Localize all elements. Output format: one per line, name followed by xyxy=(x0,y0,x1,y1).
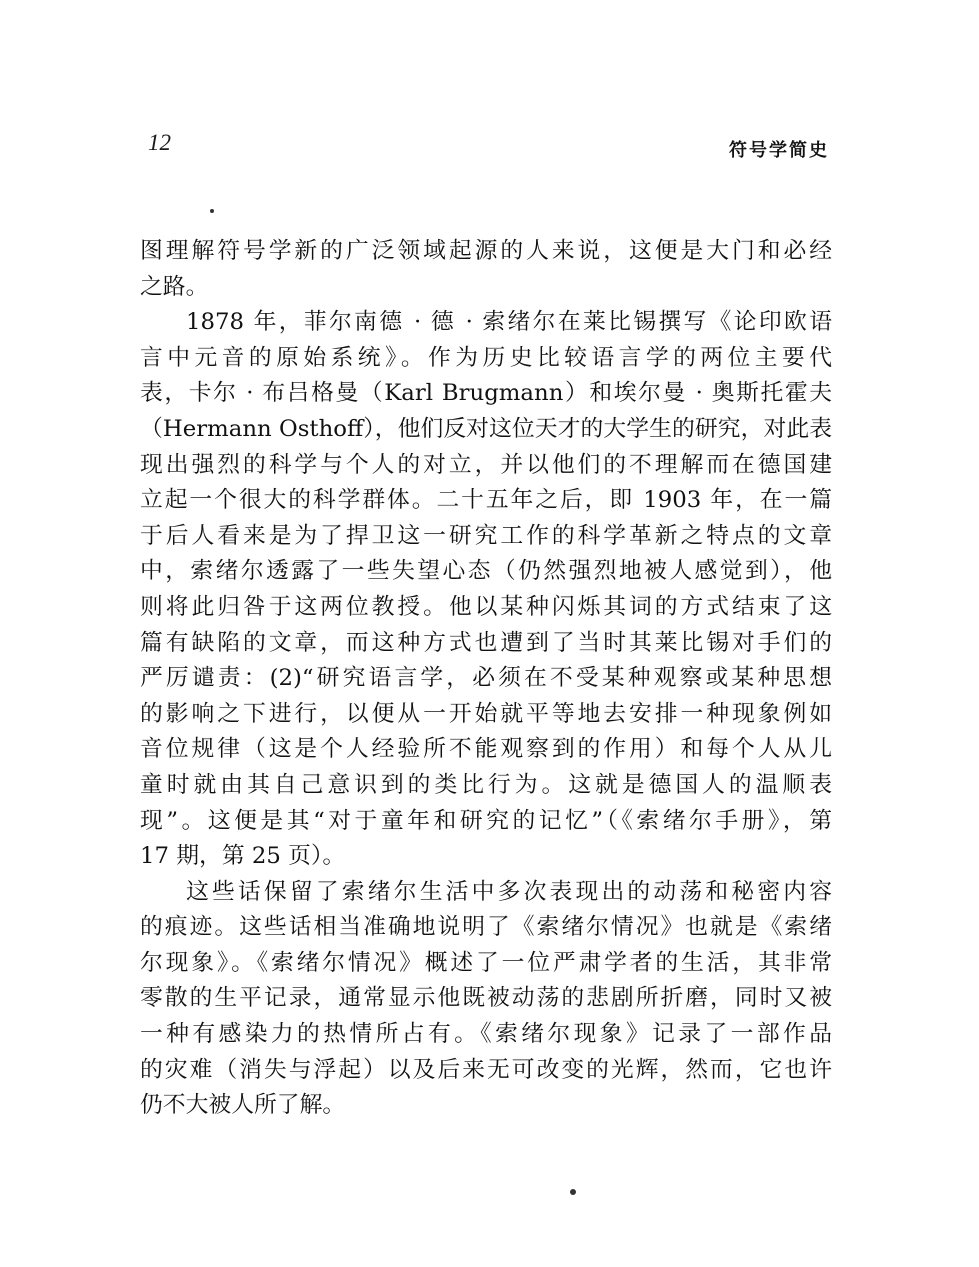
page-number: 12 xyxy=(148,130,171,155)
text-line: 零散的生平记录，通常显示他既被动荡的悲剧所折磨，同时又被 xyxy=(140,985,832,1012)
text-line: 篇有缺陷的文章，而这种方式也遭到了当时其莱比锡对手们的 xyxy=(140,629,832,656)
text-line: 现出强烈的科学与个人的对立，并以他们的不理解而在德国建 xyxy=(140,451,832,478)
text-line: 现”。这便是其“对于童年和研究的记忆”（《索绪尔手册》，第 xyxy=(140,807,832,834)
text-line: 仍不大被人所了解。 xyxy=(140,1092,346,1119)
text-line: 的灾难（消失与浮起）以及后来无可改变的光辉，然而，它也许 xyxy=(140,1056,832,1083)
text-line: 童时就由其自己意识到的类比行为。这就是德国人的温顺表 xyxy=(140,771,832,798)
text-line: 图理解符号学新的广泛领域起源的人来说，这便是大门和必经 xyxy=(140,238,832,264)
text-line: 之路。 xyxy=(140,273,209,300)
text-line: 中，索绪尔透露了一些失望心态（仍然强烈地被人感觉到），他 xyxy=(140,558,832,585)
text-line: 这些话保留了索绪尔生活中多次表现出的动荡和秘密内容 xyxy=(186,878,832,905)
scan-speck xyxy=(570,1189,576,1195)
scan-speck xyxy=(210,209,214,213)
text-line: 于后人看来是为了捍卫这一研究工作的科学革新之特点的文章 xyxy=(140,522,832,549)
body-text xyxy=(140,234,832,1124)
text-line: 17 期，第 25 页）。 xyxy=(140,843,346,870)
text-line: 言中元音的原始系统》。作为历史比较语言学的两位主要代 xyxy=(140,344,832,371)
text-line: 一种有感染力的热情所占有。《索绪尔现象》记录了一部作品 xyxy=(140,1021,832,1048)
text-line: 表，卡尔 · 布吕格曼（Karl Brugmann）和埃尔曼 · 奥斯托霍夫 xyxy=(140,380,832,407)
text-line: 则将此归咎于这两位教授。他以某种闪烁其词的方式结束了这 xyxy=(140,593,832,620)
text-line: 的痕迹。这些话相当准确地说明了《索绪尔情况》也就是《索绪 xyxy=(140,914,832,941)
text-line: 尔现象》。《索绪尔情况》概述了一位严肃学者的生活，其非常 xyxy=(140,949,832,976)
text-line: 1878 年，菲尔南德 · 德 · 索绪尔在莱比锡撰写《论印欧语 xyxy=(186,309,832,336)
text-line: 音位规律（这是个人经验所不能观察到的作用）和每个人从儿 xyxy=(140,736,832,763)
text-line: 立起一个很大的科学群体。二十五年之后，即 1903 年，在一篇 xyxy=(140,487,832,514)
paragraph xyxy=(140,234,832,305)
text-line: 严厉谴责：(2)“研究语言学，必须在不受某种观察或某种思想 xyxy=(140,665,832,692)
text-line: 的影响之下进行，以便从一开始就平等地去安排一种现象例如 xyxy=(140,700,832,727)
text-line: （Hermann Osthoff），他们反对这位天才的大学生的研究，对此表 xyxy=(140,415,832,442)
paragraph xyxy=(140,875,832,1124)
running-title: 符号学简史 xyxy=(729,140,829,161)
paragraph xyxy=(140,305,832,875)
